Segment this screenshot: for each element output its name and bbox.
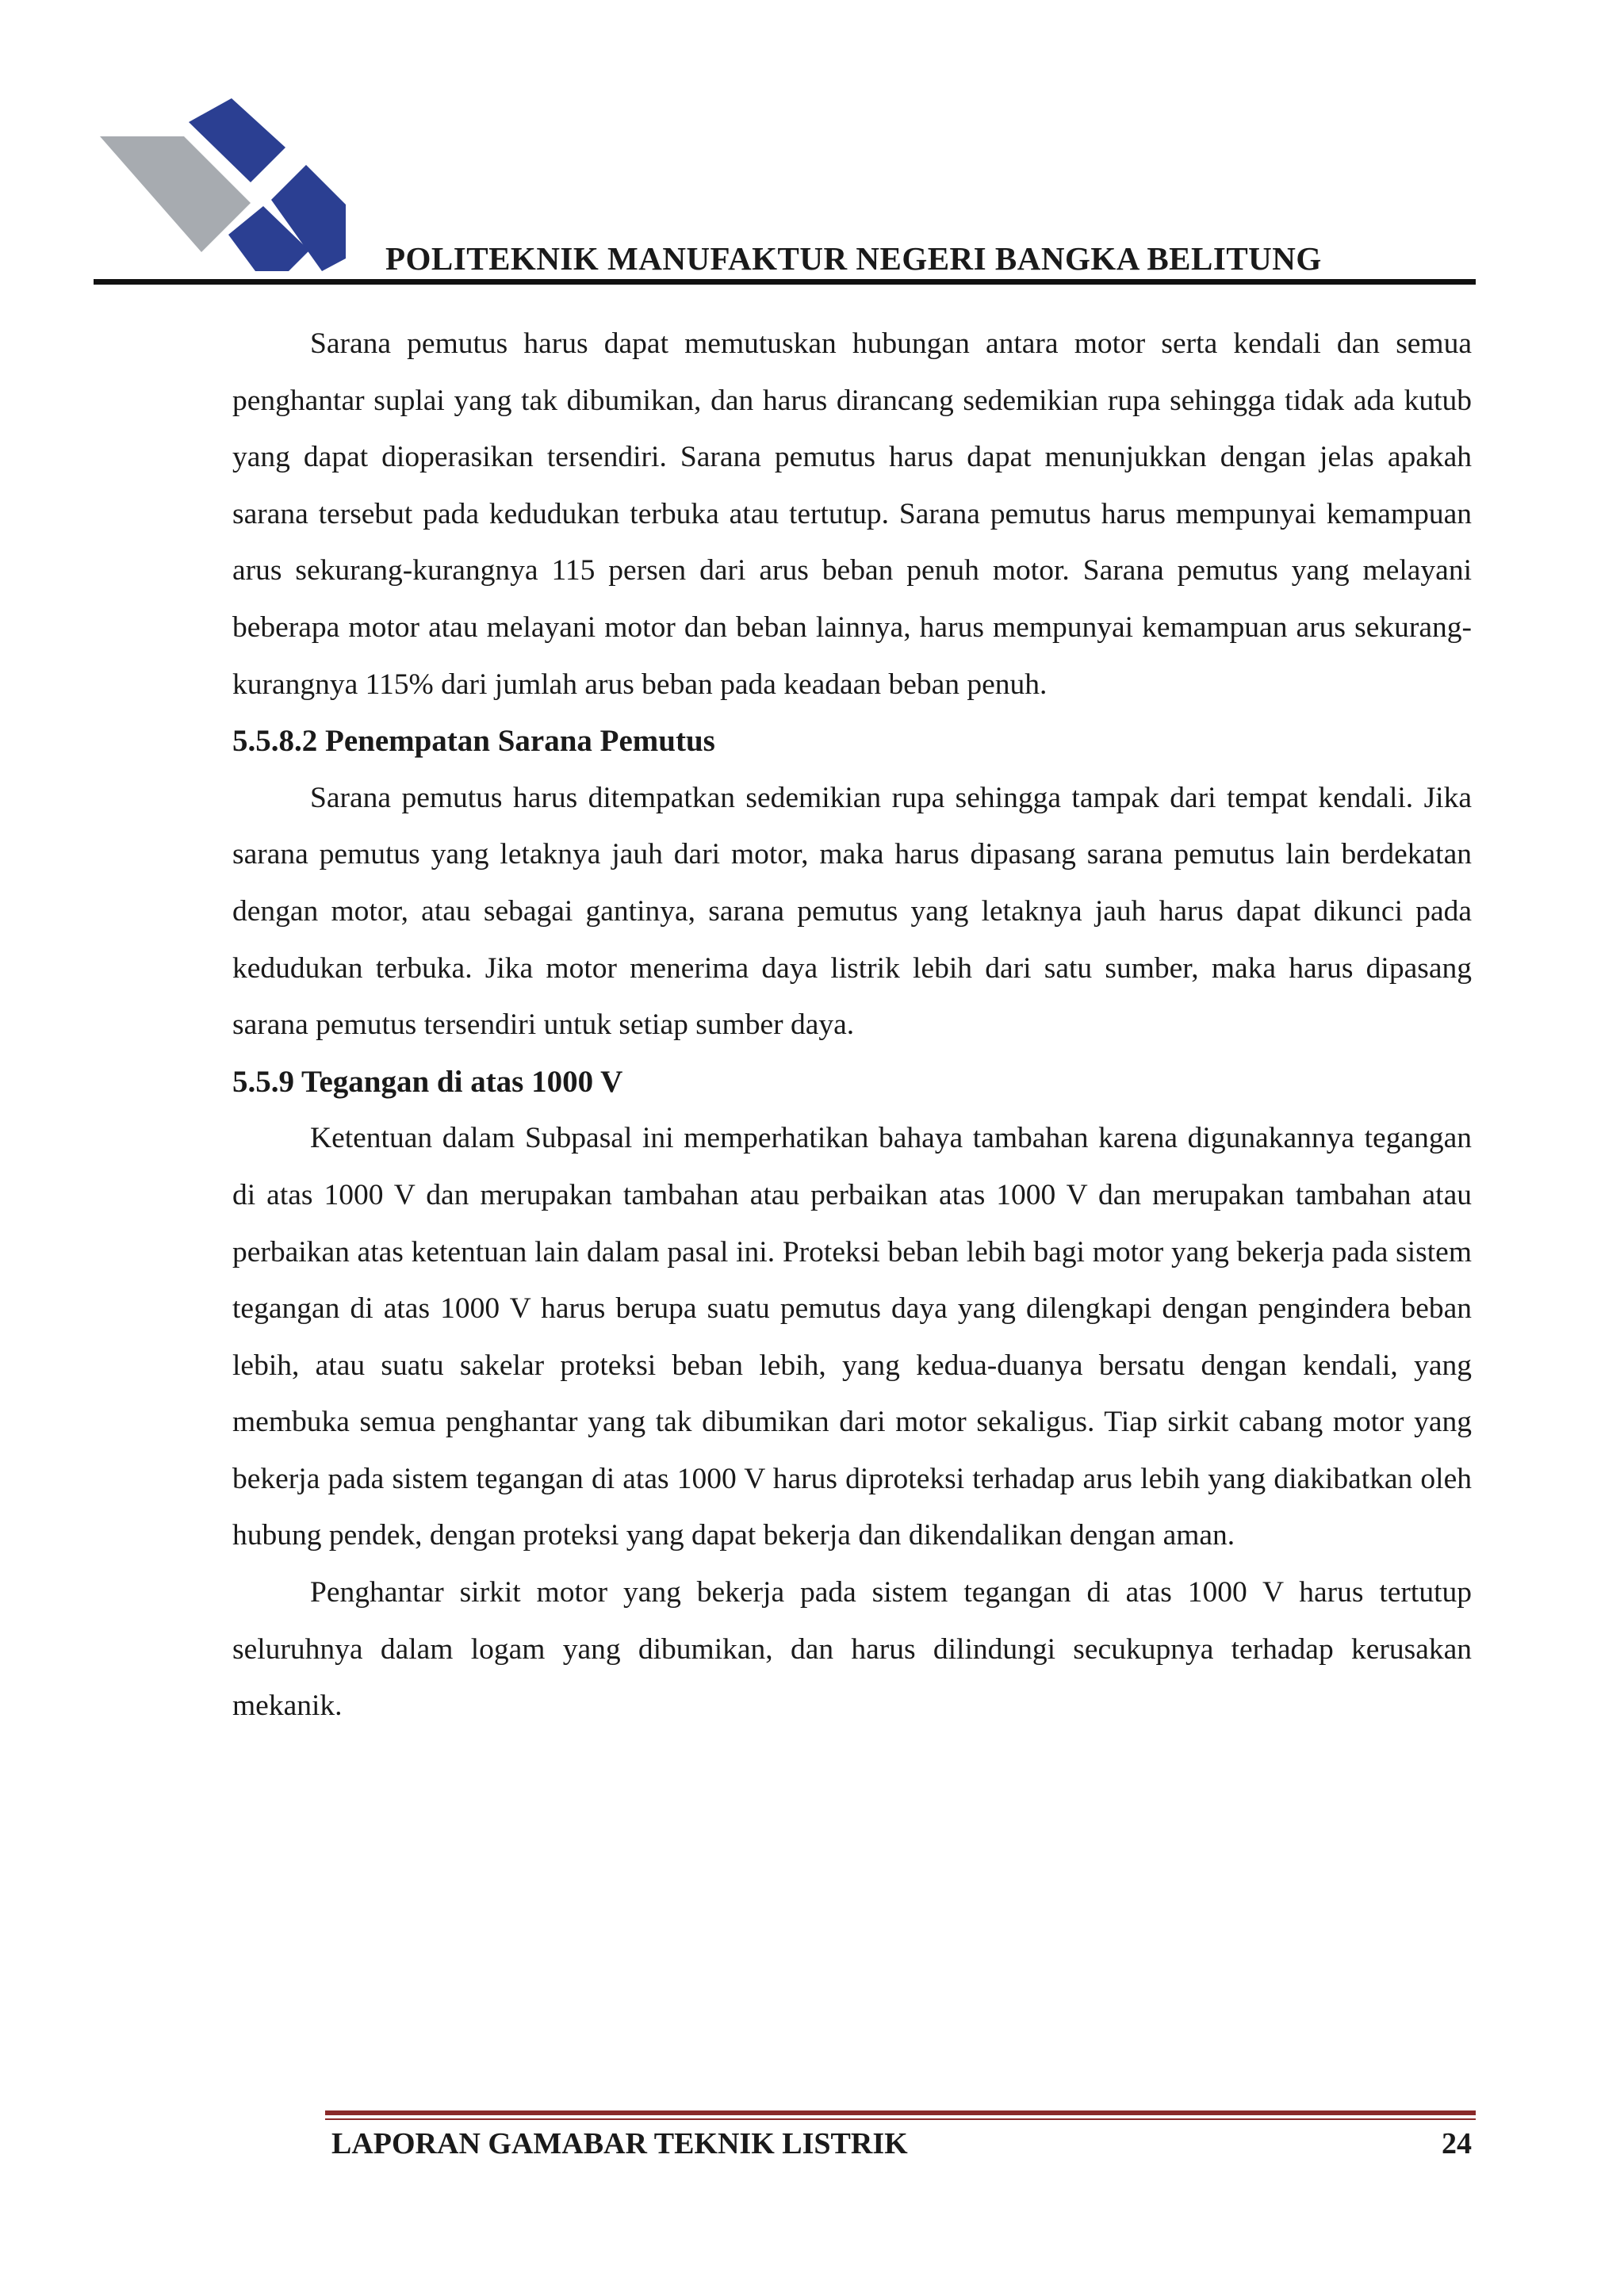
document-body <box>232 316 1472 1735</box>
section-heading-5-5-8-2: 5.5.8.2 Penempatan Sarana Pemutus <box>232 724 715 759</box>
body-paragraph-2: Sarana pemutus harus ditempatkan sedemikian rupa sehingga tampak dari tempat kendali. Jika sarana pemutus yang letaknya jauh dari motor, maka harus dipasang sarana pemutus lain berdekatan dengan motor, atau sebagai gantinya, sarana pemutus yang letaknya jauh harus dapat dikunci pada kedudukan terbuka. Jika motor menerima daya listrik lebih dari satu sumber, maka harus dipasang sarana pemutus tersendiri untuk setiap sumber daya. <box>232 781 1472 1042</box>
page-number: 24 <box>1442 2127 1472 2160</box>
footer-report-title: LAPORAN GAMABAR TEKNIK LISTRIK <box>331 2127 908 2160</box>
body-paragraph-4: Penghantar sirkit motor yang bekerja pada sistem tegangan di atas 1000 V harus tertutup seluruhnya dalam logam yang dibumikan, dan harus dilindungi secukupnya terhadap kerusakan mekanik. <box>232 1576 1472 1723</box>
header-divider <box>94 279 1476 285</box>
footer-divider-thin <box>325 2118 1476 2120</box>
footer-divider-thick <box>325 2110 1476 2115</box>
body-paragraph-3: Ketentuan dalam Subpasal ini memperhatikan bahaya tambahan karena digunakannya tegangan di atas 1000 V dan merupakan tambahan atau perbaikan atas 1000 V dan merupakan tambahan atau perbaikan atas ketentuan lain dalam pasal ini. Proteksi beban lebih bagi motor yang bekerja pada sistem tegangan di atas 1000 V harus berupa suatu pemutus daya yang dilengkapi dengan pengindera beban lebih, atau suatu sakelar proteksi beban lebih, yang kedua-duanya bersatu dengan kendali, yang membuka semua penghantar yang tak dibumikan dari motor sekaligus. Tiap sirkit cabang motor yang bekerja pada sistem tegangan di atas 1000 V harus diproteksi terhadap arus lebih yang diakibatkan oleh hubung pendek, dengan proteksi yang dapat bekerja dan dikendalikan dengan aman. <box>232 1122 1472 1552</box>
section-heading-5-5-9: 5.5.9 Tegangan di atas 1000 V <box>232 1064 623 1099</box>
institution-name: POLITEKNIK MANUFAKTUR NEGERI BANGKA BELITUNG <box>385 240 1322 277</box>
body-paragraph-1: Sarana pemutus harus dapat memutuskan hubungan antara motor serta kendali dan semua penghantar suplai yang tak dibumikan, dan harus dirancang sedemikian rupa sehingga tidak ada kutub yang dapat dioperasikan tersendiri. Sarana pemutus harus dapat menunjukkan dengan jelas apakah sarana tersebut pada kedudukan terbuka atau tertutup. Sarana pemutus harus mempunyai kemampuan arus sekurang-kurangnya 115 persen dari arus beban penuh motor. Sarana pemutus yang melayani beberapa motor atau melayani motor dan beban lainnya, harus mempunyai kemampuan arus sekurang-kurangnya 115% dari jumlah arus beban pada keadaan beban penuh. <box>232 327 1472 701</box>
polman-babel-logo-icon <box>100 95 346 271</box>
